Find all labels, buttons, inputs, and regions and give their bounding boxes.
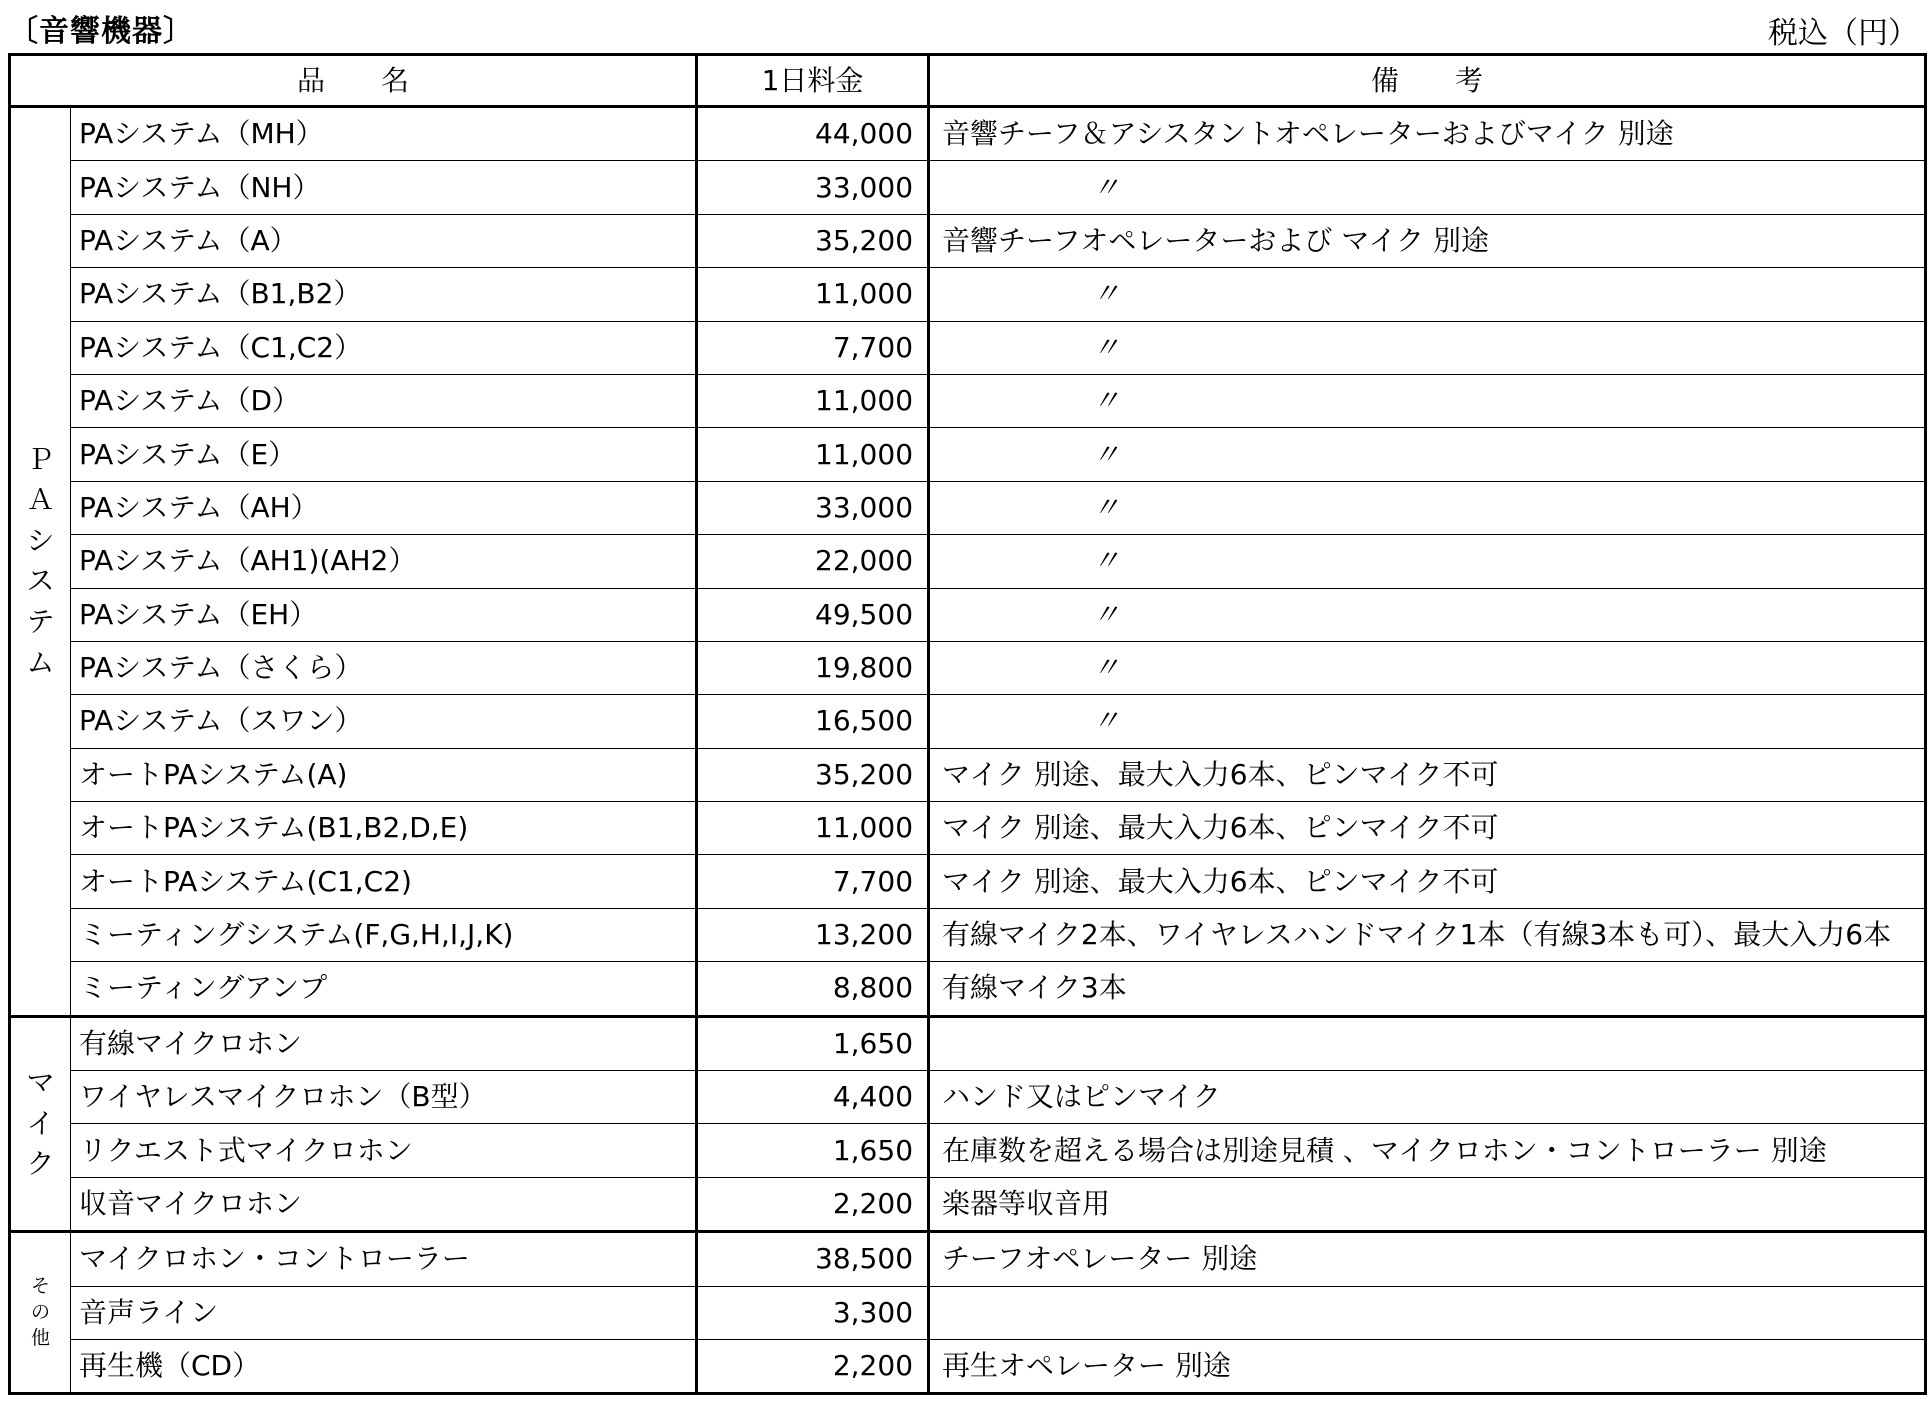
price-table	[8, 53, 1927, 1395]
ditto-mark: 〃	[1092, 490, 1121, 524]
item-daily-fee: 11,000	[697, 268, 929, 321]
item-name: オートPAシステム(C1,C2)	[71, 855, 697, 908]
item-remarks	[929, 161, 1926, 214]
item-remarks	[929, 641, 1926, 694]
category-char: イ	[26, 1106, 55, 1140]
category-char: ス	[26, 564, 55, 598]
table-row	[10, 1339, 1926, 1393]
item-name: PAシステム（スワン）	[71, 695, 697, 748]
item-daily-fee: 2,200	[697, 1339, 929, 1393]
item-remarks: 有線マイク3本	[929, 962, 1926, 1016]
item-remarks: 在庫数を超える場合は別途見積 、マイクロホン・コントローラー 別途	[929, 1124, 1926, 1177]
table-row	[10, 321, 1926, 374]
item-daily-fee: 7,700	[697, 855, 929, 908]
item-remarks	[929, 1016, 1926, 1070]
item-name: 有線マイクロホン	[71, 1016, 697, 1070]
item-name: 収音マイクロホン	[71, 1177, 697, 1231]
item-name: マイクロホン・コントローラー	[71, 1232, 697, 1286]
table-row	[10, 535, 1926, 588]
item-daily-fee: 13,200	[697, 908, 929, 961]
item-remarks: 有線マイク2本、ワイヤレスハンドマイク1本（有線3本も可）、最大入力6本	[929, 908, 1926, 961]
item-daily-fee: 16,500	[697, 695, 929, 748]
item-name: PAシステム（B1,B2）	[71, 268, 697, 321]
item-daily-fee: 22,000	[697, 535, 929, 588]
table-row	[10, 481, 1926, 534]
table-row	[10, 1232, 1926, 1286]
item-daily-fee: 44,000	[697, 107, 929, 161]
item-name: PAシステム（AH1)(AH2）	[71, 535, 697, 588]
category-char: ム	[26, 645, 55, 679]
item-name: ワイヤレスマイクロホン（B型）	[71, 1071, 697, 1124]
item-name: PAシステム（MH）	[71, 107, 697, 161]
item-daily-fee: 38,500	[697, 1232, 929, 1286]
ditto-mark: 〃	[1092, 277, 1121, 311]
table-row	[10, 374, 1926, 427]
table-row	[10, 855, 1926, 908]
item-remarks: マイク 別途、最大入力6本、ピンマイク不可	[929, 748, 1926, 801]
item-remarks: 楽器等収音用	[929, 1177, 1926, 1231]
item-daily-fee: 33,000	[697, 161, 929, 214]
table-row	[10, 588, 1926, 641]
header-remarks: 備 考	[929, 55, 1926, 107]
table-row	[10, 695, 1926, 748]
category-char: そ	[30, 1275, 50, 1298]
item-daily-fee: 11,000	[697, 374, 929, 427]
item-remarks	[929, 695, 1926, 748]
page-title: 〔音響機器〕	[8, 14, 194, 49]
item-name: ミーティングアンプ	[71, 962, 697, 1016]
item-name: PAシステム（A）	[71, 214, 697, 267]
table-body	[10, 107, 1926, 1394]
item-daily-fee: 3,300	[697, 1286, 929, 1339]
item-daily-fee: 11,000	[697, 802, 929, 855]
table-row	[10, 802, 1926, 855]
item-remarks	[929, 268, 1926, 321]
table-row	[10, 962, 1926, 1016]
item-remarks	[929, 588, 1926, 641]
item-daily-fee: 1,650	[697, 1124, 929, 1177]
table-row	[10, 641, 1926, 694]
table-row	[10, 161, 1926, 214]
item-name: PAシステム（E）	[71, 428, 697, 481]
item-daily-fee: 8,800	[697, 962, 929, 1016]
item-daily-fee: 49,500	[697, 588, 929, 641]
item-remarks: 音響チーフ＆アシスタントオペレーターおよびマイク 別途	[929, 107, 1926, 161]
table-row	[10, 428, 1926, 481]
item-remarks: マイク 別途、最大入力6本、ピンマイク不可	[929, 802, 1926, 855]
table-row	[10, 107, 1926, 161]
item-remarks	[929, 1286, 1926, 1339]
category-char: Ａ	[26, 483, 55, 517]
category-char: テ	[26, 604, 55, 638]
table-row	[10, 908, 1926, 961]
item-daily-fee: 1,650	[697, 1016, 929, 1070]
item-name: PAシステム（AH）	[71, 481, 697, 534]
ditto-mark: 〃	[1092, 384, 1121, 418]
item-name: PAシステム（NH）	[71, 161, 697, 214]
item-name: PAシステム（EH）	[71, 588, 697, 641]
item-daily-fee: 19,800	[697, 641, 929, 694]
header-row	[10, 55, 1926, 107]
category-char: マ	[26, 1066, 55, 1100]
item-daily-fee: 33,000	[697, 481, 929, 534]
tax-note: 税込（円）	[1768, 16, 1918, 51]
category-char: Ｐ	[26, 442, 55, 476]
item-remarks	[929, 428, 1926, 481]
ditto-mark: 〃	[1092, 544, 1121, 578]
item-remarks: 再生オペレーター 別途	[929, 1339, 1926, 1393]
item-daily-fee: 11,000	[697, 428, 929, 481]
category-char: の	[30, 1300, 50, 1323]
item-remarks	[929, 535, 1926, 588]
item-daily-fee: 4,400	[697, 1071, 929, 1124]
item-remarks: マイク 別途、最大入力6本、ピンマイク不可	[929, 855, 1926, 908]
category-cell	[10, 1232, 71, 1394]
item-daily-fee: 2,200	[697, 1177, 929, 1231]
item-remarks: 音響チーフオペレーターおよび マイク 別途	[929, 214, 1926, 267]
item-daily-fee: 35,200	[697, 214, 929, 267]
category-char: 他	[30, 1326, 50, 1349]
category-cell	[10, 1016, 71, 1232]
ditto-mark: 〃	[1092, 437, 1121, 471]
table-row	[10, 214, 1926, 267]
ditto-mark: 〃	[1092, 651, 1121, 685]
ditto-mark: 〃	[1092, 170, 1121, 204]
item-remarks	[929, 321, 1926, 374]
item-remarks: チーフオペレーター 別途	[929, 1232, 1926, 1286]
item-name: オートPAシステム(B1,B2,D,E)	[71, 802, 697, 855]
item-name: 音声ライン	[71, 1286, 697, 1339]
item-name: オートPAシステム(A)	[71, 748, 697, 801]
item-daily-fee: 35,200	[697, 748, 929, 801]
item-name: PAシステム（C1,C2）	[71, 321, 697, 374]
table-row	[10, 1071, 1926, 1124]
item-name: PAシステム（さくら）	[71, 641, 697, 694]
item-remarks	[929, 481, 1926, 534]
table-row	[10, 1124, 1926, 1177]
table-row	[10, 748, 1926, 801]
item-name: リクエスト式マイクロホン	[71, 1124, 697, 1177]
table-row	[10, 1286, 1926, 1339]
header-item-name: 品 名	[10, 55, 697, 107]
item-remarks: ハンド又はピンマイク	[929, 1071, 1926, 1124]
ditto-mark: 〃	[1092, 704, 1121, 738]
header-daily-fee: 1日料金	[697, 55, 929, 107]
item-name: ミーティングシステム(F,G,H,I,J,K)	[71, 908, 697, 961]
item-name: 再生機（CD）	[71, 1339, 697, 1393]
category-char: シ	[26, 523, 55, 557]
item-name: PAシステム（D）	[71, 374, 697, 427]
ditto-mark: 〃	[1092, 330, 1121, 364]
item-remarks	[929, 374, 1926, 427]
category-cell	[10, 107, 71, 1017]
item-daily-fee: 7,700	[697, 321, 929, 374]
ditto-mark: 〃	[1092, 597, 1121, 631]
category-char: ク	[26, 1147, 55, 1181]
table-row	[10, 1177, 1926, 1231]
table-row	[10, 268, 1926, 321]
table-row	[10, 1016, 1926, 1070]
